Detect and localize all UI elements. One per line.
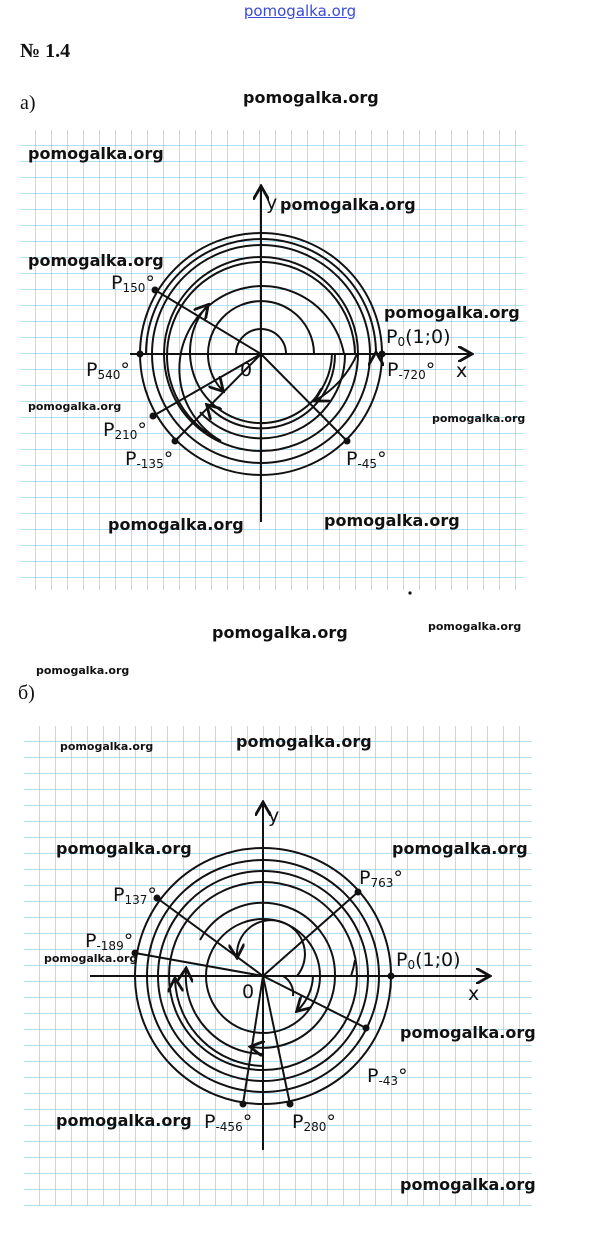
watermark: pomogalka.org xyxy=(432,412,526,425)
watermark: pomogalka.org xyxy=(324,511,460,530)
label-pm720: P-720° xyxy=(387,359,436,382)
label-p137: P137° xyxy=(113,884,157,907)
label-p540: P540° xyxy=(86,359,130,382)
label-pm43: P-43° xyxy=(367,1065,408,1088)
watermark: pomogalka.org xyxy=(36,664,130,677)
part-a-label: а) xyxy=(20,92,36,114)
label-p0: P0(1;0) xyxy=(386,326,451,349)
label-pm45: P-45° xyxy=(346,448,387,471)
label-p280: P280° xyxy=(292,1111,336,1134)
watermark: pomogalka.org xyxy=(28,144,164,163)
watermark: pomogalka.org xyxy=(428,620,522,633)
watermark: pomogalka.org xyxy=(44,952,138,965)
point-p210 xyxy=(150,413,157,420)
point-pm456 xyxy=(240,1101,247,1108)
watermark: pomogalka.org xyxy=(243,88,379,107)
part-b-label: б) xyxy=(18,682,35,704)
watermark: pomogalka.org xyxy=(400,1023,536,1042)
label-p763: P763° xyxy=(359,867,403,890)
watermark: pomogalka.org xyxy=(392,839,528,858)
watermark: pomogalka.org xyxy=(56,1111,192,1130)
point-p0 xyxy=(379,351,386,358)
watermark: pomogalka.org xyxy=(400,1175,536,1194)
origin-label: 0 xyxy=(240,359,253,381)
point-p280 xyxy=(287,1101,294,1108)
x-axis-label: x xyxy=(468,983,480,1005)
watermark: pomogalka.org xyxy=(56,839,192,858)
watermark: pomogalka.org xyxy=(28,400,122,413)
y-axis-label: y xyxy=(268,805,280,827)
label-p210: P210° xyxy=(103,419,147,442)
label-p150: P150° xyxy=(111,272,155,295)
watermark: pomogalka.org xyxy=(384,303,520,322)
origin-label: 0 xyxy=(242,981,255,1003)
y-axis-label: y xyxy=(266,192,278,214)
label-pm135: P-135° xyxy=(125,448,174,471)
point-pm135 xyxy=(172,438,179,445)
unit-circle-diagram-b xyxy=(0,726,600,1210)
label-pm456: P-456° xyxy=(204,1111,253,1134)
point-pm43 xyxy=(363,1025,370,1032)
point-p540 xyxy=(137,351,144,358)
site-link[interactable]: pomogalka.org xyxy=(243,2,357,20)
watermark: pomogalka.org xyxy=(60,740,154,753)
point-pm45 xyxy=(344,438,351,445)
problem-number: № 1.4 xyxy=(20,40,71,62)
watermark: pomogalka.org xyxy=(212,623,348,642)
watermark: pomogalka.org xyxy=(28,251,164,270)
point-p763 xyxy=(355,889,362,896)
watermark: pomogalka.org xyxy=(108,515,244,534)
label-pm189: P-189° xyxy=(85,930,134,953)
stray-dot xyxy=(408,591,411,594)
watermark: pomogalka.org xyxy=(236,732,372,751)
watermark: pomogalka.org xyxy=(280,195,416,214)
x-axis-label: x xyxy=(456,360,468,382)
point-p0 xyxy=(388,973,395,980)
label-p0: P0(1;0) xyxy=(396,949,461,972)
